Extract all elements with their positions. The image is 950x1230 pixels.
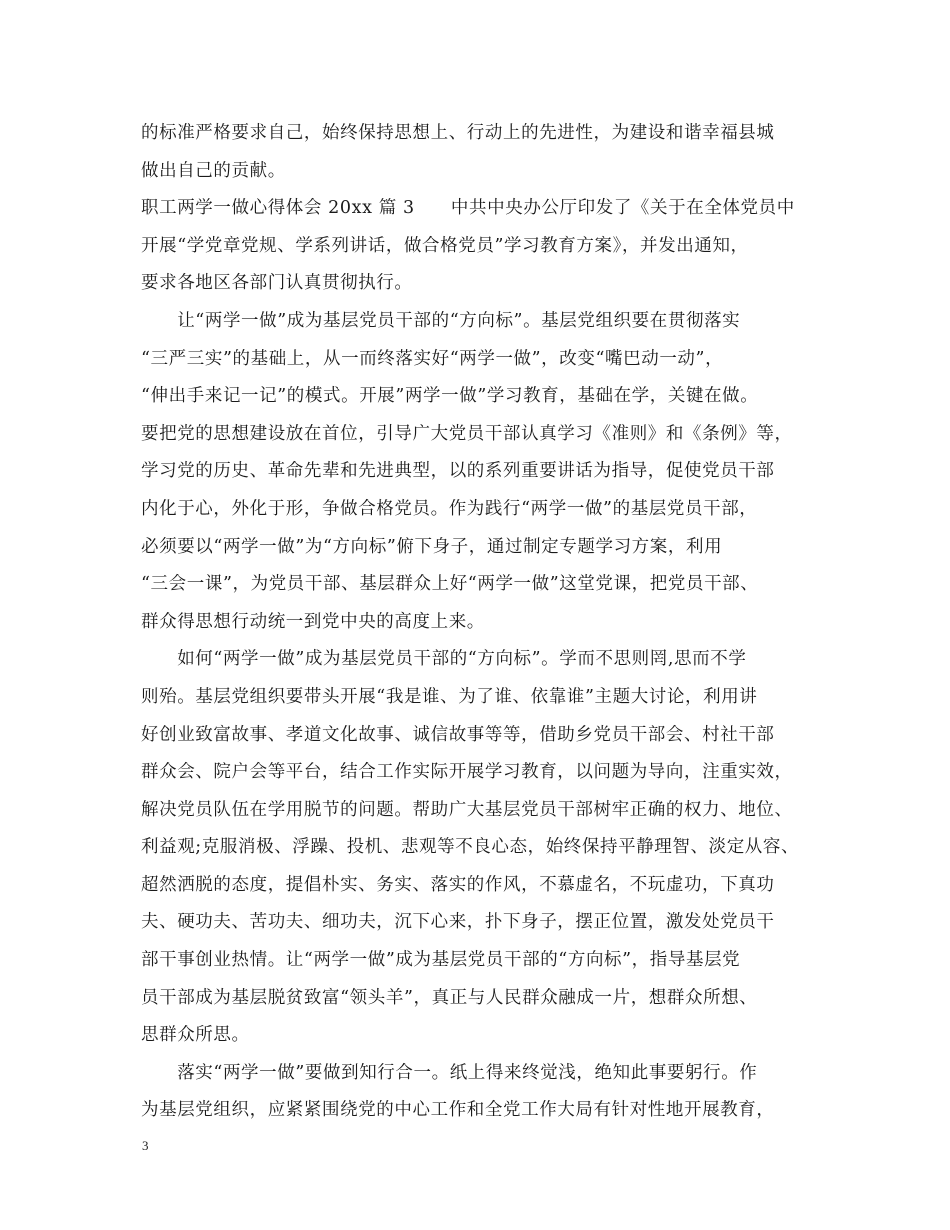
text-line: 夫、硬功夫、苦功夫、细功夫，沉下心来，扑下身子，摆正位置，激发处党员干 xyxy=(141,912,775,933)
text-line: 开展“学党章党规、学系列讲话，做合格党员”学习教育方案》，并发出通知， xyxy=(141,235,749,256)
text-line: 则殆。基层党组织要带头开展“我是谁、为了谁、依靠谁”主题大讨论，利用讲 xyxy=(141,686,758,707)
text-line: 要求各地区各部门认真贯彻执行。 xyxy=(141,273,413,294)
text-line: 的标准严格要求自己，始终保持思想上、行动上的先进性，为建设和谐幸福县城 xyxy=(141,123,775,143)
text-line: 群众得思想行动统一到党中央的高度上来。 xyxy=(141,611,485,632)
text-line: “伸出手来记一记”的模式。开展”两学一做”学习教育，基础在学，关键在做。 xyxy=(141,386,759,407)
text-line: 内化于心，外化于形，争做合格党员。作为践行“两学一做”的基层党员干部， xyxy=(141,498,758,519)
text-line: 利益观;克服消极、浮躁、投机、悲观等不良心态，始终保持平静理智、淡定从容、 xyxy=(141,837,800,858)
text-line: 员干部成为基层脱贫致富“领头羊”，真正与人民群众融成一片，想群众所想、 xyxy=(141,987,758,1008)
text-line: 解决党员队伍在学用脱节的问题。帮助广大基层党员干部树牢正确的权力、地位、 xyxy=(141,799,793,820)
text-line: 必须要以“两学一做”为“方向标”俯下身子，通过制定专题学习方案，利用 xyxy=(141,536,723,557)
text-line: 思群众所思。 xyxy=(141,1025,250,1046)
section-heading-line: 职工两学一做心得体会 20xx 篇 3 中共中央办公厅印发了《关于在全体党员中 xyxy=(141,198,795,219)
paragraph-start-line: 落实“两学一做”要做到知行合一。纸上得来终觉浅，绝知此事要躬行。作 xyxy=(141,1062,758,1083)
text-line: “三会一课”，为党员干部、基层群众上好“两学一做”这堂党课，把党员干部、 xyxy=(141,574,759,595)
text-line: 好创业致富故事、孝道文化故事、诚信故事等等，借助乡党员干部会、村社干部 xyxy=(141,724,775,745)
text-line: 要把党的思想建设放在首位，引导广大党员干部认真学习《准则》和《条例》等， xyxy=(141,423,793,444)
body-text xyxy=(141,115,831,1130)
text-line: 超然洒脱的态度，提倡朴实、务实、落实的作风，不慕虚名，不玩虚功，下真功 xyxy=(141,874,775,895)
text-line: 做出自己的贡献。 xyxy=(141,160,286,181)
text-line: 为基层党组织，应紧紧围绕党的中心工作和全党工作大局有针对性地开展教育， xyxy=(141,1100,775,1121)
paragraph-start-line: 如何“两学一做”成为基层党员干部的“方向标”。学而不思则罔,思而不学 xyxy=(141,649,747,670)
text-line: 学习党的历史、革命先辈和先进典型，以的系列重要讲话为指导，促使党员干部 xyxy=(141,461,775,482)
text-line: 群众会、院户会等平台，结合工作实际开展学习教育，以问题为导向，注重实效， xyxy=(141,762,793,783)
text-line: 部干事创业热情。让“两学一做”成为基层党员干部的“方向标”，指导基层党 xyxy=(141,950,741,971)
page-number: 3 xyxy=(142,1138,149,1153)
paragraph-start-line: 让“两学一做”成为基层党员干部的“方向标”。基层党组织要在贯彻落实 xyxy=(141,310,741,331)
text-line: “三严三实”的基础上，从一而终落实好“两学一做”，改变“嘴巴动一动”， xyxy=(141,348,724,369)
